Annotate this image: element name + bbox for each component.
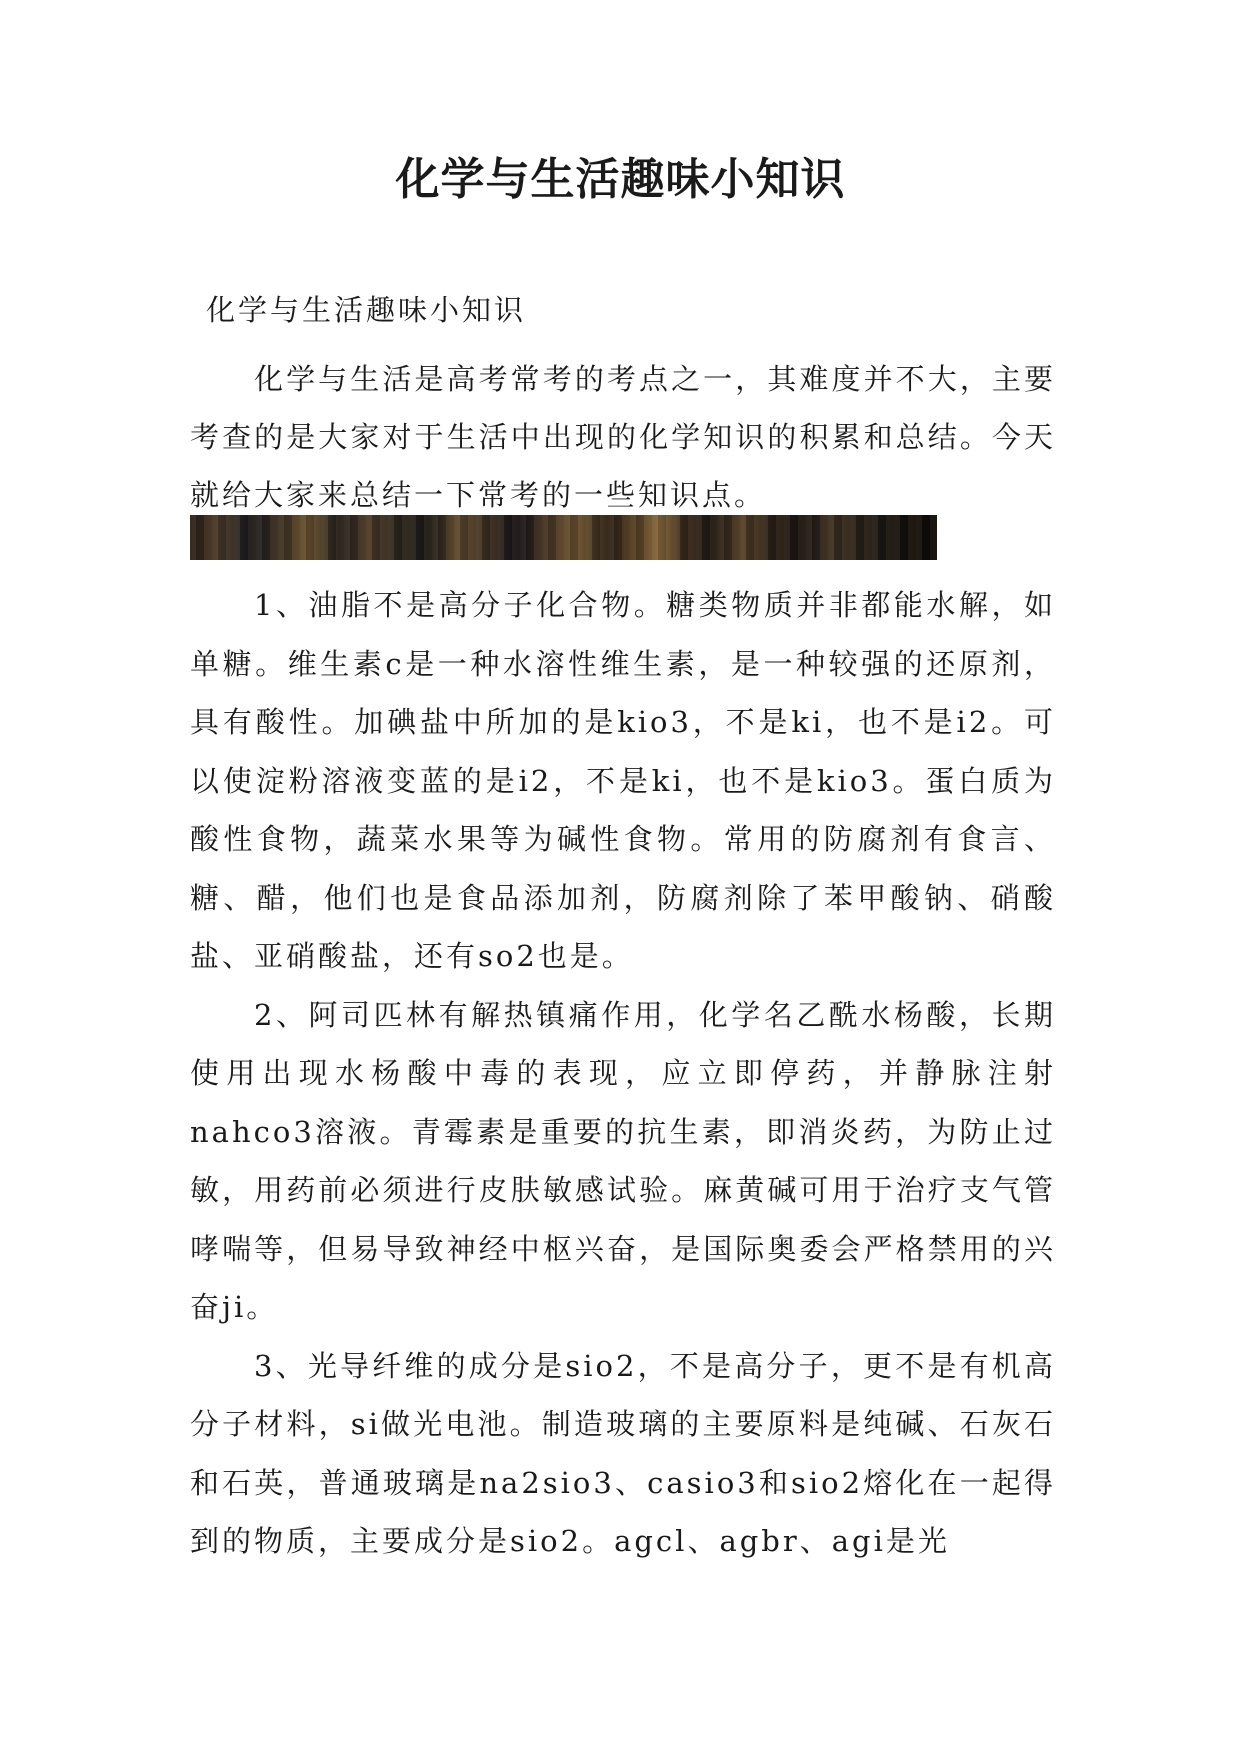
- intro-paragraph: 化学与生活是高考常考的考点之一，其难度并不大，主要考查的是大家对于生活中出现的化学知识的积累和总结。今天就给大家来总结一下常考的一些知识点。: [190, 362, 1056, 512]
- page-title: 化学与生活趣味小知识: [395, 154, 846, 205]
- intro-section: [190, 350, 1056, 524]
- article-body: [190, 576, 1056, 1571]
- banner-image: [190, 515, 937, 560]
- paragraph-2: 2、阿司匹林有解热镇痛作用，化学名乙酰水杨酸，长期使用出现水杨酸中毒的表现，应立即停药，并静脉注射nahco3溶液。青霉素是重要的抗生素，即消炎药，为防止过敏，用药前必须进行皮肤敏感试验。麻黄碱可用于治疗支气管哮喘等，但易导致神经中枢兴奋，是国际奥委会严格禁用的兴奋ji。: [190, 997, 1056, 1324]
- paragraph-3: 3、光导纤维的成分是sio2，不是高分子，更不是有机高分子材料，si做光电池。制造玻璃的主要原料是纯碱、石灰石和石英，普通玻璃是na2sio3、casio3和sio2熔化在一起得到的物质，主要成分是sio2。agcl、agbr、agi是光: [190, 1348, 1056, 1558]
- paragraph-1: 1、油脂不是高分子化合物。糖类物质并非都能水解，如单糖。维生素c是一种水溶性维生素，是一种较强的还原剂，具有酸性。加碘盐中所加的是kio3，不是ki，也不是i2。可以使淀粉溶液变蓝的是i2，不是ki，也不是kio3。蛋白质为酸性食物，蔬菜水果等为碱性食物。常用的防腐剂有食言、糖、醋，他们也是食品添加剂，防腐剂除了苯甲酸钠、硝酸盐、亚硝酸盐，还有so2也是。: [190, 588, 1056, 973]
- document-subtitle: 化学与生活趣味小知识: [206, 293, 527, 327]
